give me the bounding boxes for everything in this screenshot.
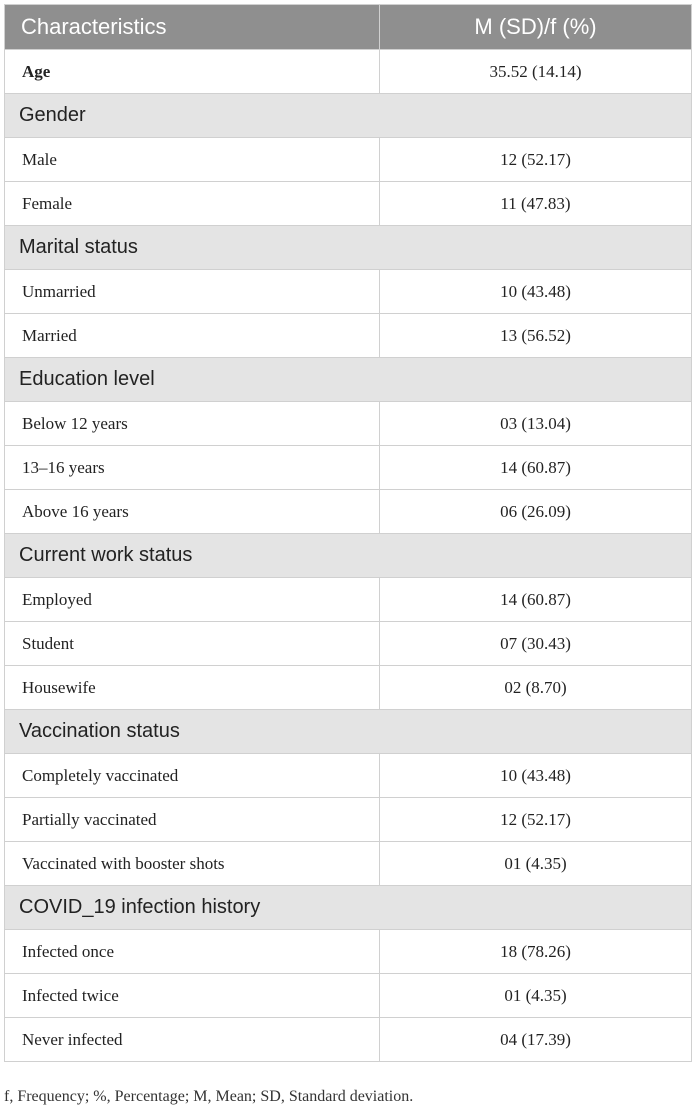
table-row [5, 798, 692, 842]
section-title: Marital status [5, 226, 692, 270]
section-header-row [5, 94, 692, 138]
row-value: 14 (60.87) [380, 578, 692, 622]
row-label: Infected once [5, 930, 380, 974]
row-label: Infected twice [5, 974, 380, 1018]
section-header-row [5, 710, 692, 754]
row-value: 02 (8.70) [380, 666, 692, 710]
table-row [5, 138, 692, 182]
age-row [5, 50, 692, 94]
table-row [5, 182, 692, 226]
row-value: 14 (60.87) [380, 446, 692, 490]
age-label: Age [5, 50, 380, 94]
row-value: 06 (26.09) [380, 490, 692, 534]
header-characteristics: Characteristics [5, 5, 380, 50]
row-value: 07 (30.43) [380, 622, 692, 666]
row-label: Never infected [5, 1018, 380, 1062]
section-title: Vaccination status [5, 710, 692, 754]
row-label: Married [5, 314, 380, 358]
row-label: Above 16 years [5, 490, 380, 534]
row-label: Partially vaccinated [5, 798, 380, 842]
table-header-row [5, 5, 692, 50]
row-label: Employed [5, 578, 380, 622]
table-row [5, 490, 692, 534]
row-value: 10 (43.48) [380, 270, 692, 314]
row-value: 10 (43.48) [380, 754, 692, 798]
row-label: Vaccinated with booster shots [5, 842, 380, 886]
row-label: Housewife [5, 666, 380, 710]
age-value: 35.52 (14.14) [380, 50, 692, 94]
row-label: Student [5, 622, 380, 666]
characteristics-table [4, 4, 692, 1062]
section-title: Education level [5, 358, 692, 402]
table-row [5, 974, 692, 1018]
row-label: 13–16 years [5, 446, 380, 490]
row-value: 12 (52.17) [380, 798, 692, 842]
row-value: 12 (52.17) [380, 138, 692, 182]
table-row [5, 270, 692, 314]
table-row [5, 578, 692, 622]
section-title: COVID_19 infection history [5, 886, 692, 930]
section-title: Gender [5, 94, 692, 138]
row-label: Unmarried [5, 270, 380, 314]
table-row [5, 622, 692, 666]
section-header-row [5, 534, 692, 578]
section-title: Current work status [5, 534, 692, 578]
table-row [5, 666, 692, 710]
row-label: Below 12 years [5, 402, 380, 446]
section-header-row [5, 226, 692, 270]
row-label: Male [5, 138, 380, 182]
table-row [5, 446, 692, 490]
row-value: 11 (47.83) [380, 182, 692, 226]
row-label: Completely vaccinated [5, 754, 380, 798]
section-header-row [5, 358, 692, 402]
table-row [5, 930, 692, 974]
row-value: 13 (56.52) [380, 314, 692, 358]
row-value: 18 (78.26) [380, 930, 692, 974]
row-label: Female [5, 182, 380, 226]
table-row [5, 754, 692, 798]
row-value: 04 (17.39) [380, 1018, 692, 1062]
table-row [5, 314, 692, 358]
table-row [5, 1018, 692, 1062]
header-statistic: M (SD)/f (%) [380, 5, 692, 50]
row-value: 01 (4.35) [380, 974, 692, 1018]
row-value: 01 (4.35) [380, 842, 692, 886]
table-row [5, 842, 692, 886]
table-row [5, 402, 692, 446]
table-footnote: f, Frequency; %, Percentage; M, Mean; SD, Standard deviation. [4, 1088, 414, 1105]
row-value: 03 (13.04) [380, 402, 692, 446]
section-header-row [5, 886, 692, 930]
